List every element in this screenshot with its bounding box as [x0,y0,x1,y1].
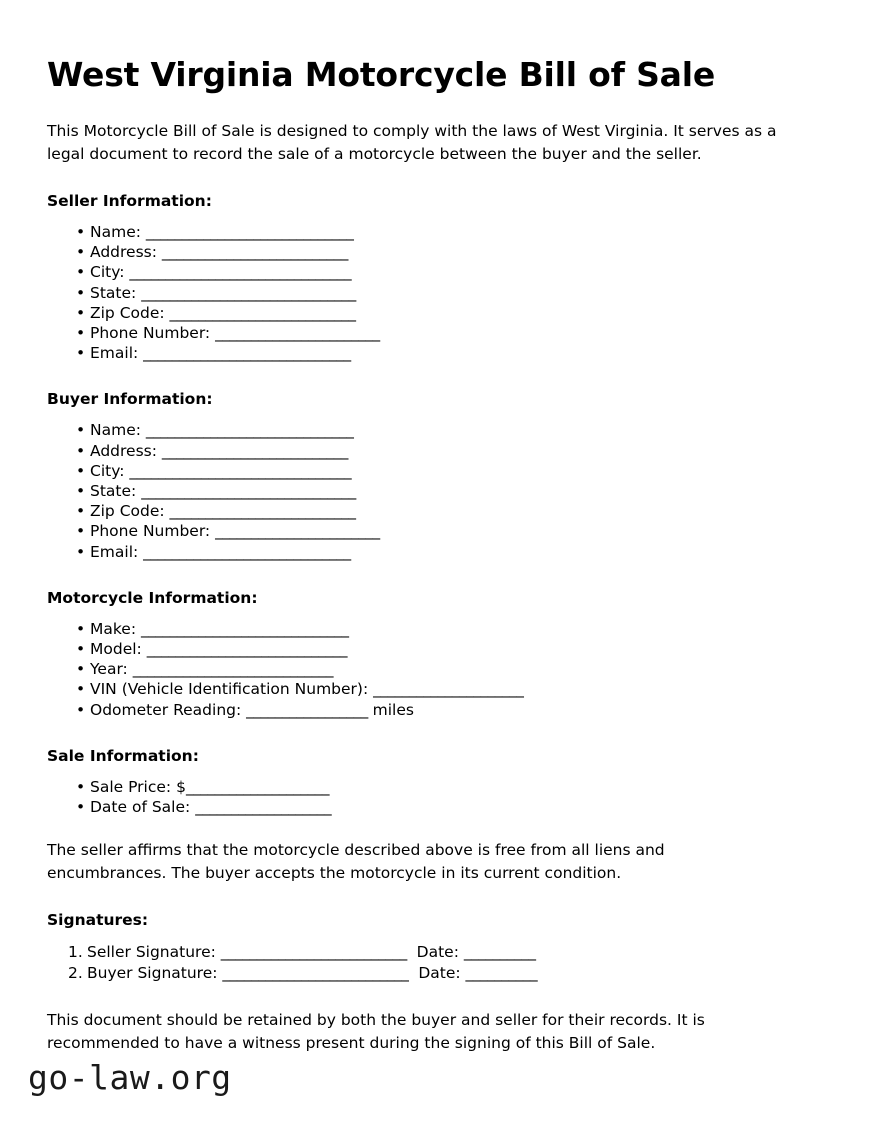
seller-information-heading: Seller Information: [47,192,212,210]
signature-blank-line[interactable]: __________________________ [220,943,407,962]
field-blank-line[interactable]: _______________________________ [129,263,352,282]
field-seller-name [47,222,822,242]
field-label: Make: [90,619,137,638]
field-label: State: [90,482,137,501]
sale-information-fields [47,777,822,817]
field-blank-line[interactable]: __________________________ [169,303,356,322]
field-label: Zip Code: [90,303,165,322]
field-seller-phone-number [47,323,822,343]
field-blank-line[interactable]: ___________________ [195,798,332,817]
field-blank-line[interactable]: _____________________ [373,680,524,699]
field-label: State: [90,283,137,302]
field-seller-email [47,343,822,363]
field-blank-line[interactable]: ____________________________ [146,640,347,659]
buyer-information-fields [47,420,822,561]
field-label: VIN (Vehicle Identification Number): [90,680,369,699]
field-label: Name: [90,421,141,440]
signatures-heading: Signatures: [47,911,149,930]
field-motorcycle-year [47,659,822,679]
field-label: City: [90,263,125,282]
field-buyer-name [47,420,822,440]
field-date-of-sale [47,797,822,817]
field-seller-city [47,262,822,282]
field-label: Phone Number: [90,324,211,343]
field-blank-line[interactable]: _______________________ [215,522,380,541]
sale-information-heading: Sale Information: [47,746,199,765]
field-blank-line[interactable]: ____________________________ [132,660,333,679]
field-blank-line[interactable]: _____________________________ [143,542,351,561]
field-blank-line[interactable]: _____________________________ [145,421,354,440]
field-blank-line[interactable]: __________________________ [161,243,348,262]
signature-date-label: Date: [418,963,461,982]
field-label: Phone Number: [90,522,211,541]
field-label: Name: [90,223,141,241]
field-buyer-email [47,542,822,562]
field-blank-line[interactable]: _____________________________ [143,344,351,363]
field-label: Model: [90,640,142,659]
motorcycle-information-fields [47,619,822,720]
field-buyer-phone-number [47,521,822,541]
field-motorcycle-odometer [47,700,822,720]
signature-label: Seller Signature: [87,943,216,962]
field-seller-state [47,283,822,303]
signature-date-label: Date: [416,943,459,962]
field-buyer-city [47,461,822,481]
field-blank-line[interactable]: _________________ [246,700,368,719]
signatures-list [47,942,822,983]
field-motorcycle-model [47,639,822,659]
field-blank-line[interactable]: __________________________ [169,502,356,521]
field-label: Address: [90,243,157,262]
motorcycle-information-heading: Motorcycle Information: [47,588,258,607]
field-seller-zip-code [47,303,822,323]
field-blank-line[interactable]: _______________________ [215,324,380,343]
field-motorcycle-make [47,619,822,639]
intro-paragraph: This Motorcycle Bill of Sale is designed to comply with the laws of West Virginia. It serves as a legal document to record the sale of a motorcycle between the buyer and the seller. [47,122,777,163]
field-buyer-zip-code [47,501,822,521]
field-buyer-address [47,441,822,461]
signature-label: Buyer Signature: [87,963,218,982]
document-body [47,55,822,1054]
buyer-information-heading: Buyer Information: [47,390,213,409]
field-blank-line[interactable]: _____________________________ [141,619,349,638]
signature-blank-line[interactable]: __________________________ [222,963,409,982]
field-label: Address: [90,441,157,460]
field-blank-line[interactable]: ______________________________ [141,283,356,302]
field-label: Email: [90,344,139,363]
seller-information-fields [47,222,822,363]
watermark-go-law-org: go-law.org [28,1058,232,1097]
field-label: Sale Price: $ [90,777,186,796]
field-label: Year: [90,660,128,679]
field-buyer-state [47,481,822,501]
signature-date-blank-line[interactable]: __________ [465,963,538,982]
field-blank-line[interactable]: _______________________________ [129,461,352,480]
signature-date-blank-line[interactable]: __________ [463,943,536,962]
field-label: City: [90,461,125,480]
signature-row-buyer [47,963,822,984]
field-label: Zip Code: [90,502,165,521]
field-sale-price [47,777,822,797]
field-blank-line[interactable]: ______________________________ [141,482,356,501]
field-blank-line[interactable]: _____________________________ [145,223,354,241]
field-motorcycle-vin [47,679,822,699]
field-seller-address [47,242,822,262]
field-label: Odometer Reading: [90,700,242,719]
page-title: West Virginia Motorcycle Bill of Sale [47,55,716,94]
field-blank-line[interactable]: ____________________ [185,777,329,796]
field-label: Date of Sale: [90,798,191,817]
field-label: Email: [90,542,139,561]
field-suffix-miles: miles [367,700,414,719]
affirmation-paragraph: The seller affirms that the motorcycle described above is free from all liens and encumbrances. The buyer accepts the motorcycle in its current condition. [47,841,665,882]
signature-row-seller [47,942,822,963]
closing-paragraph: This document should be retained by both the buyer and seller for their records. It is recommended to have a witness present during the signing of this Bill of Sale. [47,1011,705,1052]
field-blank-line[interactable]: __________________________ [161,441,348,460]
